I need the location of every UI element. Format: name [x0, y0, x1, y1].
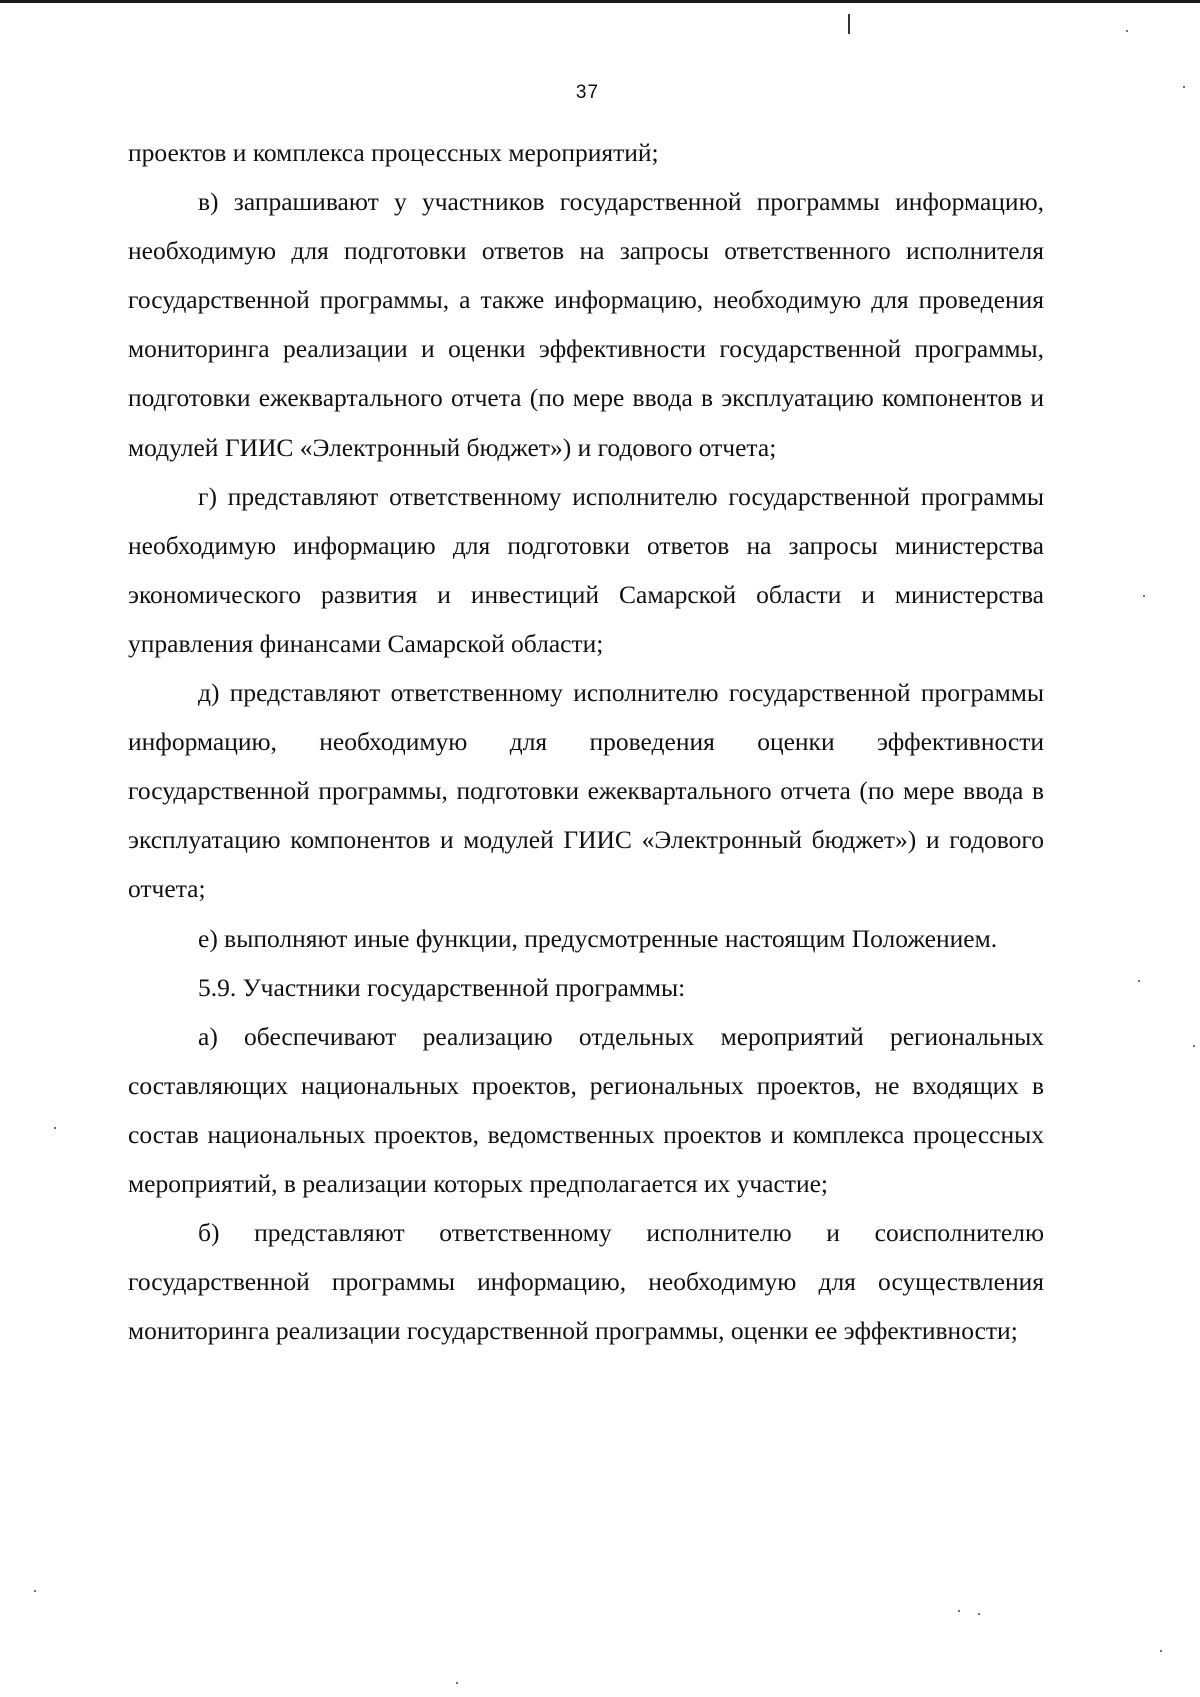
scan-speck [958, 1610, 960, 1612]
paragraph-continuation: проектов и комплекса процессных мероприятий; [128, 138, 659, 167]
scan-speck [1138, 980, 1140, 982]
page-number: 37 [575, 82, 600, 103]
paragraph-item-g: г) представляют ответственному исполнителю государственной программы необходимую информацию для подготовки ответов на запросы министерства экономического развития и инвестиций Самарской области и министерства управления финансами Самарской области; [128, 481, 1044, 658]
scan-mark [848, 14, 850, 34]
scan-speck [1160, 1650, 1162, 1652]
paragraph-item-a: а) обеспечивают реализацию отдельных мероприятий региональных составляющих национальных проектов, региональных проектов, не входящих в состав национальных проектов, ведомственных проектов и комплекса процессных мероприятий, в реализации которых предполагается их участие; [128, 1021, 1044, 1198]
paragraph-item-v: в) запрашивают у участников государственной программы информацию, необходимую для подготовки ответов на запросы ответственного исполнителя государственной программы, а также информацию, необходимую для проведения мониторинга реализации и оценки эффективности государственной программы, подготовки ежеквартального отчета (по мере ввода в эксплуатацию компонентов и модулей ГИИС «Электронный бюджет») и годового отчета; [128, 187, 1044, 462]
paragraph-item-d: д) представляют ответственному исполнителю государственной программы информацию, необходимую для проведения оценки эффективности государственной программы, подготовки ежеквартального отчета (по мере ввода в эксплуатацию компонентов и модулей ГИИС «Электронный бюджет») и годового отчета; [128, 678, 1044, 904]
scan-speck [1126, 30, 1128, 32]
paragraph-item-e: е) выполняют иные функции, предусмотренные настоящим Положением. [198, 923, 998, 953]
paragraph-item-b: б) представляют ответственному исполнителю и соисполнителю государственной программы информацию, необходимую для осуществления мониторинга реализации государственной программы, оценки ее эффективности; [128, 1218, 1044, 1346]
scan-speck [54, 1127, 56, 1129]
scan-speck [978, 1613, 980, 1615]
scan-speck [1183, 86, 1185, 88]
scan-speck [1143, 595, 1145, 597]
document-text [128, 128, 1044, 1355]
scan-top-edge [0, 0, 1200, 3]
scan-speck [1193, 1045, 1195, 1047]
scan-speck [34, 1590, 36, 1592]
section-heading-5-9: 5.9. Участники государственной программы: [198, 972, 686, 1002]
scan-speck [456, 1682, 458, 1684]
